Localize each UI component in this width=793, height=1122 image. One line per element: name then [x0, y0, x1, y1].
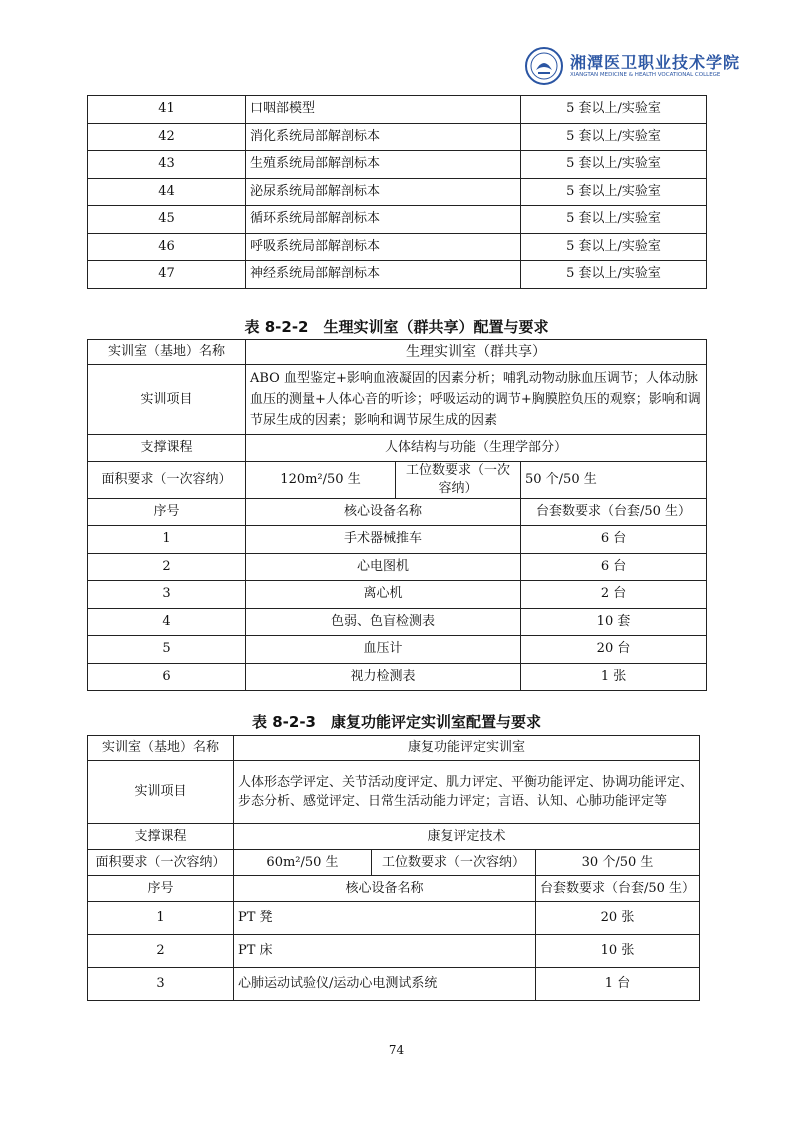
room-label: 实训室（基地）名称	[88, 340, 246, 365]
table-row	[88, 233, 707, 261]
quantity-requirement: 20 台	[521, 636, 707, 664]
table-row	[88, 968, 700, 1001]
room-value: 生理实训室（群共享）	[246, 340, 707, 365]
quantity-requirement: 5 套以上/实验室	[521, 178, 707, 206]
logo-subtitle: XIANGTAN MEDICINE & HEALTH VOCATIONAL COLLEGE	[570, 72, 721, 78]
row-number: 44	[88, 178, 246, 206]
row-number: 6	[88, 663, 246, 691]
logo-title: 湘潭医卫职业技术学院	[570, 53, 741, 72]
course-label: 支撑课程	[88, 435, 246, 462]
row-number: 1	[88, 902, 234, 935]
col-header-name: 核心设备名称	[246, 499, 521, 526]
equipment-name: 心电图机	[246, 553, 521, 581]
area-value: 60m²/50 生	[234, 850, 372, 876]
station-label: 工位数要求（一次容纳）	[396, 462, 521, 499]
project-label: 实训项目	[88, 365, 246, 435]
equipment-name: 视力检测表	[246, 663, 521, 691]
table-row	[88, 151, 707, 179]
equipment-name: PT 床	[234, 935, 536, 968]
row-number: 5	[88, 636, 246, 664]
rehab-assessment-lab-table	[87, 735, 700, 1001]
college-emblem-icon	[524, 46, 564, 86]
room-value: 康复功能评定实训室	[234, 736, 700, 761]
course-value: 人体结构与功能（生理学部分）	[246, 435, 707, 462]
table-row	[88, 96, 707, 124]
equipment-name: 心肺运动试验仪/运动心电测试系统	[234, 968, 536, 1001]
course-label: 支撑课程	[88, 824, 234, 850]
col-header-no: 序号	[88, 876, 234, 902]
table-row	[88, 178, 707, 206]
project-value: 人体形态学评定、关节活动度评定、肌力评定、平衡功能评定、协调功能评定、步态分析、感觉评定、日常生活动能力评定；言语、认知、心肺功能评定等	[234, 761, 700, 824]
table-row	[88, 902, 700, 935]
station-value: 50 个/50 生	[521, 462, 707, 499]
quantity-requirement: 1 台	[536, 968, 700, 1001]
table-caption-8-2-2: 表 8-2-2 生理实训室（群共享）配置与要求	[244, 318, 549, 336]
col-header-no: 序号	[88, 499, 246, 526]
row-number: 46	[88, 233, 246, 261]
col-header-name: 核心设备名称	[234, 876, 536, 902]
table-row	[88, 581, 707, 609]
equipment-name: 循环系统局部解剖标本	[246, 206, 521, 234]
project-label: 实训项目	[88, 761, 234, 824]
equipment-name: 色弱、色盲检测表	[246, 608, 521, 636]
equipment-table-continued	[87, 95, 707, 289]
station-value: 30 个/50 生	[536, 850, 700, 876]
college-logo	[524, 46, 741, 86]
equipment-name: 呼吸系统局部解剖标本	[246, 233, 521, 261]
table-row	[88, 553, 707, 581]
table-row	[88, 261, 707, 289]
col-header-req: 台套数要求（台套/50 生）	[536, 876, 700, 902]
table-row	[88, 206, 707, 234]
row-number: 45	[88, 206, 246, 234]
row-number: 47	[88, 261, 246, 289]
quantity-requirement: 6 台	[521, 526, 707, 554]
table-row	[88, 526, 707, 554]
col-header-req: 台套数要求（台套/50 生）	[521, 499, 707, 526]
equipment-name: 消化系统局部解剖标本	[246, 123, 521, 151]
area-label: 面积要求（一次容纳）	[88, 850, 234, 876]
quantity-requirement: 5 套以上/实验室	[521, 123, 707, 151]
quantity-requirement: 1 张	[521, 663, 707, 691]
table-row	[88, 123, 707, 151]
row-number: 3	[88, 581, 246, 609]
table-row	[88, 636, 707, 664]
row-number: 1	[88, 526, 246, 554]
equipment-name: 手术器械推车	[246, 526, 521, 554]
quantity-requirement: 10 张	[536, 935, 700, 968]
quantity-requirement: 5 套以上/实验室	[521, 261, 707, 289]
equipment-name: 生殖系统局部解剖标本	[246, 151, 521, 179]
table-row	[88, 935, 700, 968]
quantity-requirement: 2 台	[521, 581, 707, 609]
station-label: 工位数要求（一次容纳）	[372, 850, 536, 876]
row-number: 3	[88, 968, 234, 1001]
row-number: 2	[88, 935, 234, 968]
equipment-name: 血压计	[246, 636, 521, 664]
equipment-name: 神经系统局部解剖标本	[246, 261, 521, 289]
quantity-requirement: 6 台	[521, 553, 707, 581]
row-number: 2	[88, 553, 246, 581]
quantity-requirement: 5 套以上/实验室	[521, 151, 707, 179]
area-label: 面积要求（一次容纳）	[88, 462, 246, 499]
table-caption-8-2-3: 表 8-2-3 康复功能评定实训室配置与要求	[252, 713, 541, 731]
equipment-name: 口咽部模型	[246, 96, 521, 124]
quantity-requirement: 5 套以上/实验室	[521, 233, 707, 261]
row-number: 41	[88, 96, 246, 124]
row-number: 4	[88, 608, 246, 636]
area-value: 120m²/50 生	[246, 462, 396, 499]
equipment-name: PT 凳	[234, 902, 536, 935]
table-row	[88, 663, 707, 691]
equipment-name: 泌尿系统局部解剖标本	[246, 178, 521, 206]
physiology-lab-table	[87, 339, 707, 691]
course-value: 康复评定技术	[234, 824, 700, 850]
table-row	[88, 608, 707, 636]
project-value: ABO 血型鉴定+影响血液凝固的因素分析；哺乳动物动脉血压调节；人体动脉血压的测量+人体心音的听诊；呼吸运动的调节+胸膜腔负压的观察；影响和调节尿生成的因素；影响和调节尿生成的因素	[246, 365, 707, 435]
quantity-requirement: 20 张	[536, 902, 700, 935]
row-number: 42	[88, 123, 246, 151]
row-number: 43	[88, 151, 246, 179]
room-label: 实训室（基地）名称	[88, 736, 234, 761]
quantity-requirement: 10 套	[521, 608, 707, 636]
quantity-requirement: 5 套以上/实验室	[521, 206, 707, 234]
equipment-name: 离心机	[246, 581, 521, 609]
page-number: 74	[388, 1043, 405, 1057]
quantity-requirement: 5 套以上/实验室	[521, 96, 707, 124]
